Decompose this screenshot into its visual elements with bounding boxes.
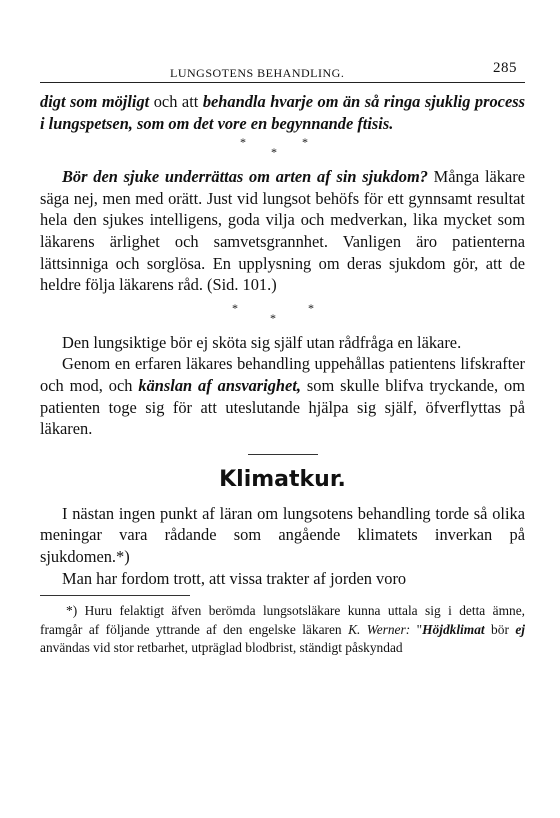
paragraph-2-text: Många läkare säga nej, men med orätt. Just vid lungsot behöfs för ett gynnsamt resultat hela den sjukes intelligens, goda vilja och medverkan, lika mycket som läkarens ärlighet och samvetsgrannhet. Vanligen äro patienterna lättsinniga och sorglösa. En upplysning om deras sjukdom gör, att de heldre följa läkarens råd. (Sid. 101.) (40, 167, 525, 295)
asterism-2 (40, 300, 525, 326)
footnote-text-a: *) Huru felaktigt äfven berömda lungsotsläkare kunna uttala sig i detta ämne, framgår af följande yttrande af den engelske läkaren (40, 603, 525, 637)
asterism-1 (40, 134, 525, 160)
paragraph-2-question: Bör den sjuke underrättas om arten af sin sjukdom? (62, 167, 428, 187)
asterisk: * (308, 300, 314, 315)
footnote-emphasis: Höjdklimat (422, 621, 485, 637)
footnote-author: K. Werner: (348, 621, 411, 637)
asterisk: * (232, 300, 238, 315)
footnote-text-c: användas vid stor retbarhet, utpräglad blodbrist, ständigt påskyndad (40, 639, 403, 655)
paragraph-5: I nästan ingen punkt af läran om lungsotens behandling torde så olika meningar vara rådande som angående klimatets inverkan på sjukdomen.*) (40, 503, 525, 566)
book-page (40, 60, 525, 657)
running-header (40, 60, 525, 80)
paragraph-4-text-b: som skulle blifva tryckande, om patienten toge sig för att uteslutande hjälpa sig själf, öfverflyttas på läkaren. (40, 375, 526, 439)
paragraph-3: Den lungsiktige bör ej sköta sig själf utan rådfråga en läkare. (62, 332, 462, 352)
footnote-rule (40, 595, 190, 596)
paragraph-1-text: och att (149, 92, 203, 111)
asterisk: * (240, 135, 246, 150)
asterisk: * (271, 145, 277, 160)
asterisk: * (302, 135, 308, 150)
footnote-quote-open: " (410, 621, 423, 637)
paragraph-1 (40, 91, 525, 134)
asterisk: * (270, 310, 276, 325)
footnote-emphasis-ej: ej (515, 621, 526, 637)
paragraph-2 (40, 166, 525, 296)
paragraph-1-emphasis-b: behandla hvarje om än så ringa sjuklig process i lungspetsen, som om det vore en begynnande ftisis. (40, 92, 525, 133)
footnote-text-b: bör (484, 621, 516, 637)
paragraph-4 (40, 353, 525, 439)
page-number: 285 (493, 60, 517, 76)
paragraph-6: Man har fordom trott, att vissa trakter af jorden voro (62, 568, 407, 588)
section-divider (248, 454, 318, 455)
header-rule (40, 82, 525, 83)
paragraph-1-emphasis-a: digt som möjligt (40, 92, 150, 111)
footnote (40, 602, 525, 657)
paragraph-4-emphasis: känslan af ansvarighet, (138, 375, 301, 395)
section-heading: Klimatkur. (219, 466, 346, 492)
paragraph-4-text-a: Genom en erfaren läkares behandling uppehållas patientens lifskrafter och mod, och (40, 354, 525, 395)
running-title: LUNGSOTENS BEHANDLING. (170, 66, 345, 80)
